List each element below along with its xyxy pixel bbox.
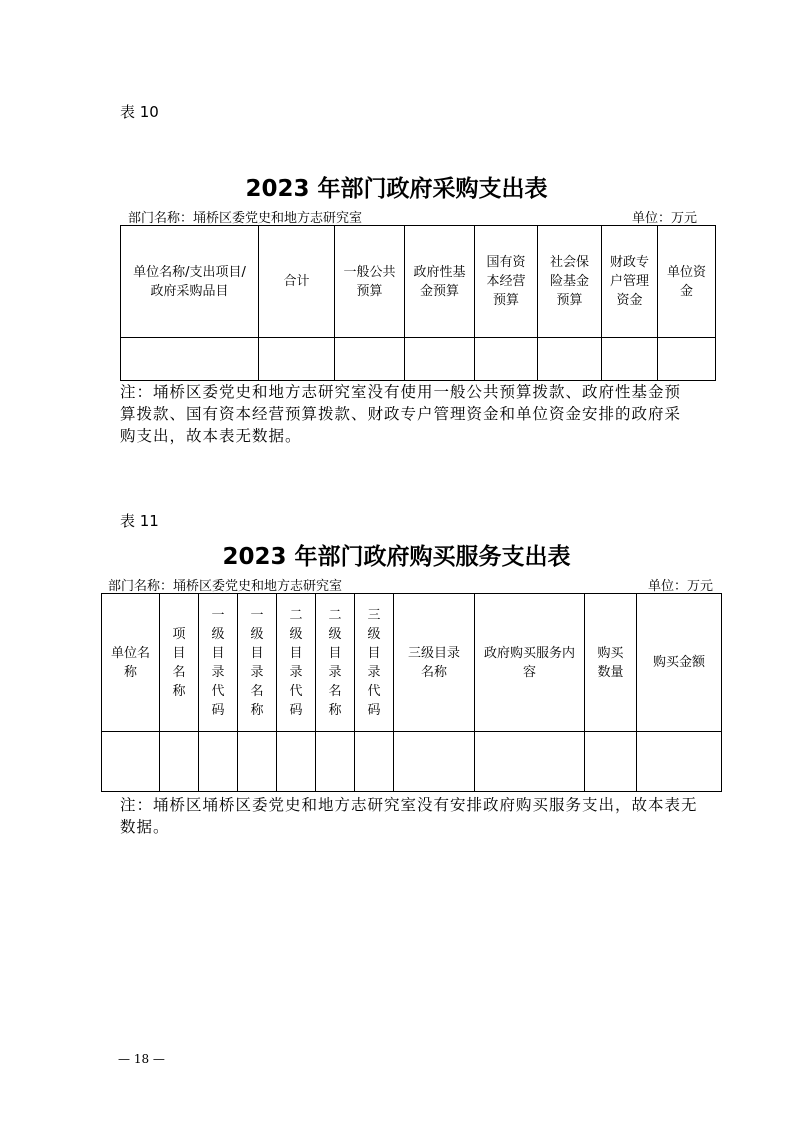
page-number: — 18 — xyxy=(118,1052,165,1066)
table10-title: 2023 年部门政府采购支出表 xyxy=(245,176,548,202)
table10-empty-row xyxy=(121,338,716,381)
table11-header-row xyxy=(102,594,722,732)
table10-header-cell: 单位名称/支出项目/ 政府采购品目 xyxy=(121,226,259,338)
table10-empty-cell xyxy=(121,338,259,381)
table11-header-cell: 三级目录 名称 xyxy=(394,594,475,732)
table10-label: 表 10 xyxy=(120,103,159,121)
table11-label: 表 11 xyxy=(120,512,159,530)
table11-empty-cell xyxy=(316,732,355,792)
table11-header-cell: 二 级 目 录 代 码 xyxy=(277,594,316,732)
table10-header-row xyxy=(121,226,716,338)
table10-header-cell: 单位资 金 xyxy=(658,226,716,338)
table11-title: 2023 年部门政府购买服务支出表 xyxy=(222,544,571,570)
table10-empty-cell xyxy=(602,338,658,381)
table10-header-cell: 社会保 险基金 预算 xyxy=(538,226,602,338)
table11-empty-row xyxy=(102,732,722,792)
table10-empty-cell xyxy=(475,338,538,381)
table10-header-cell: 国有资 本经营 预算 xyxy=(475,226,538,338)
table11-unit: 单位：万元 xyxy=(648,579,714,594)
table11-header-cell: 三 级 目 录 代 码 xyxy=(355,594,394,732)
table11-header-cell: 项 目 名 称 xyxy=(160,594,199,732)
table10-empty-cell xyxy=(658,338,716,381)
table10-unit: 单位：万元 xyxy=(632,211,698,226)
table10 xyxy=(120,225,716,381)
table11-header-cell: 一 级 目 录 名 称 xyxy=(238,594,277,732)
table10-header-cell: 合计 xyxy=(259,226,335,338)
table10-empty-cell xyxy=(405,338,475,381)
table11-header-cell: 政府购买服务内 容 xyxy=(475,594,585,732)
table11 xyxy=(101,593,722,792)
table10-empty-cell xyxy=(538,338,602,381)
table10-dept: 部门名称：埇桥区委党史和地方志研究室 xyxy=(128,211,363,226)
table11-empty-cell xyxy=(199,732,238,792)
table11-header-cell: 单位名 称 xyxy=(102,594,160,732)
table11-note: 注：埇桥区埇桥区委党史和地方志研究室没有安排政府购买服务支出，故本表无数据。 xyxy=(120,796,698,836)
table11-empty-cell xyxy=(637,732,722,792)
table10-header-cell: 一般公共 预算 xyxy=(335,226,405,338)
table10-header-cell: 政府性基 金预算 xyxy=(405,226,475,338)
table10-note: 注：埇桥区委党史和地方志研究室没有使用一般公共预算拨款、政府性基金预算拨款、国有资本经营预算拨款、财政专户管理资金和单位资金安排的政府采购支出，故本表无数据。 xyxy=(120,383,682,445)
table11-empty-cell xyxy=(277,732,316,792)
table10-empty-cell xyxy=(335,338,405,381)
table11-empty-cell xyxy=(585,732,637,792)
table11-empty-cell xyxy=(355,732,394,792)
table11-header-cell: 二 级 目 录 名 称 xyxy=(316,594,355,732)
table11-empty-cell xyxy=(238,732,277,792)
table11-empty-cell xyxy=(102,732,160,792)
table10-header-cell: 财政专 户管理 资金 xyxy=(602,226,658,338)
table11-empty-cell xyxy=(394,732,475,792)
table11-header-cell: 一 级 目 录 代 码 xyxy=(199,594,238,732)
table10-empty-cell xyxy=(259,338,335,381)
table11-header-cell: 购买金额 xyxy=(637,594,722,732)
table11-header-cell: 购买 数量 xyxy=(585,594,637,732)
table11-empty-cell xyxy=(475,732,585,792)
table11-dept: 部门名称：埇桥区委党史和地方志研究室 xyxy=(108,579,343,594)
table11-empty-cell xyxy=(160,732,199,792)
